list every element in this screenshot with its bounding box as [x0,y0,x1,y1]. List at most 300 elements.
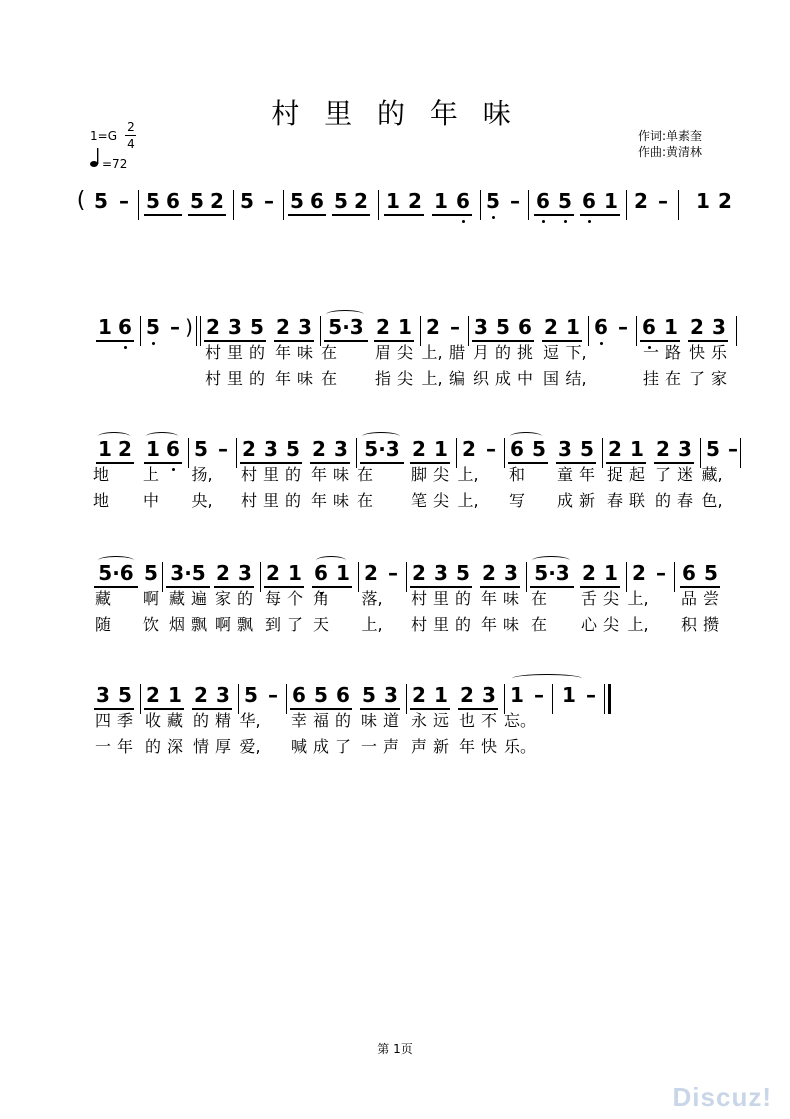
lyric: 的 [236,589,253,608]
lyric: 味 [360,711,377,730]
bar-line [358,562,359,592]
quarter-note-icon [90,146,102,172]
beam [312,586,352,588]
lyric: 遍 [190,589,207,608]
bar-line [200,316,201,346]
beam [374,340,414,342]
note: 5 [704,561,718,585]
bar-line [406,562,407,592]
note: 3 [384,683,398,707]
bar-line [468,316,469,346]
note: 2 [632,561,646,585]
note: 1 [336,561,350,585]
note: 2 [426,315,440,339]
note: 2 [462,437,476,461]
lyric: 一 [94,737,111,756]
watermark-logo: Discuz! [672,1082,772,1112]
note: 1 [434,683,448,707]
lyric: 尖 [432,465,449,484]
lyric: 快 [480,737,497,756]
bar-line [378,190,379,220]
note: 1 [630,437,644,461]
lyric: 年 [578,465,595,484]
note: – [658,189,668,213]
beam [458,708,498,710]
note: 3 [678,437,692,461]
note: 6 [536,189,550,213]
beam [410,708,450,710]
lyric: 饮 [142,615,159,634]
lyric: 新 [432,737,449,756]
beam [332,214,370,216]
note: 5·3 [328,315,364,339]
time-signature-rule [125,135,136,136]
bar-line [420,316,421,346]
lyric: 挑 [516,343,533,362]
lyric: 的 [454,615,471,634]
lyric: 在 [356,465,373,484]
score-system-4 [0,562,790,642]
lyric: 成 [312,737,329,756]
note: – [218,437,228,461]
bar-line [140,684,141,714]
beam [192,708,232,710]
note: 5 [558,189,572,213]
lyric: 上, [361,615,383,634]
bar-line [238,684,239,714]
beam [324,340,368,342]
lyric: 的 [192,711,209,730]
beam [654,462,694,464]
lyric: 央, [191,491,213,510]
bar-line [740,438,741,468]
beam [480,586,520,588]
note: – [618,315,628,339]
lyric: 爱, [239,737,261,756]
note: 1 [168,683,182,707]
lyric: 忘。 [504,711,537,730]
lyric: 里 [262,491,279,510]
note: – [119,189,129,213]
note: 5 [706,437,720,461]
bar-line [674,562,675,592]
lyric: 写 [508,491,525,510]
lyric: 色, [701,491,723,510]
bar-line [283,190,284,220]
final-bar-line-thin [604,684,605,714]
lyric: 飘 [236,615,253,634]
lyric: 捉 [606,465,623,484]
beam [214,586,254,588]
lyric: 角 [312,589,329,608]
final-bar-line-thick [608,684,611,714]
lyric: 味 [296,343,313,362]
lyric: 心 [580,615,597,634]
lyric: 尖 [396,343,413,362]
lyric: 春 [676,491,693,510]
beam [472,340,534,342]
lyric: 味 [502,615,519,634]
bar-line [626,190,627,220]
lyric: 尖 [602,615,619,634]
lyric: 眉 [374,343,391,362]
page-number: 第 1页 [377,1042,413,1056]
lyric: 的 [454,589,471,608]
note: 2 [354,189,368,213]
beam [288,214,326,216]
note: 3 [558,437,572,461]
note: – [656,561,666,585]
note: 2 [412,561,426,585]
lyric: 到 [264,615,281,634]
lyric: 扬, [191,465,213,484]
note: 1 [288,561,302,585]
beam [688,340,728,342]
lyric: 的 [494,343,511,362]
bar-line [140,316,141,346]
lyric: 不 [480,711,497,730]
beam [310,462,350,464]
note: 2 [312,437,326,461]
lyric: 藏 [94,589,111,608]
lyric: 春 [606,491,623,510]
note: – [728,437,738,461]
beam [94,708,134,710]
lyric: 村 [410,615,427,634]
note: 5·3 [364,437,400,461]
lyric: 指 [374,369,391,388]
note: 6 [310,189,324,213]
note: – [388,561,398,585]
note: 3 [264,437,278,461]
note: 2 [656,437,670,461]
beam [606,462,646,464]
note: 5 [580,437,594,461]
lyric: 积 [680,615,697,634]
note: 2 [364,561,378,585]
note: 2 [460,683,474,707]
lyric: 快 [688,343,705,362]
lyric: 攒 [702,615,719,634]
lyric: 里 [432,589,449,608]
lyric: 下, [565,343,587,362]
beam [508,462,548,464]
low-octave-dot [152,342,155,345]
note: 2 [412,437,426,461]
note: 1 [398,315,412,339]
lyric: 收 [144,711,161,730]
lyric: 里 [432,615,449,634]
beam [96,462,134,464]
lyric: 在 [664,369,681,388]
lyric: 中 [142,491,159,510]
beam [96,340,134,342]
lyric: 和 [508,465,525,484]
bar-line [320,316,321,346]
lyric: 一 [360,737,377,756]
note: – [510,189,520,213]
lyric: 起 [628,465,645,484]
note: 6 [292,683,306,707]
lyric: 味 [502,589,519,608]
bar-line [162,562,163,592]
note: 5 [362,683,376,707]
lyric: 成 [494,369,511,388]
note: 5 [118,683,132,707]
note: 2 [582,561,596,585]
low-octave-dot [462,220,465,223]
bar-line [456,438,457,468]
note: 2 [718,189,732,213]
note: 5·3 [534,561,570,585]
lyric: 中 [516,369,533,388]
low-octave-dot [492,216,495,219]
lyric: 啊 [214,615,231,634]
lyric: 天 [312,615,329,634]
note: 3 [216,683,230,707]
beam [144,214,182,216]
note: 2 [482,561,496,585]
lyric: 年 [310,465,327,484]
beam [556,462,596,464]
note: 5 [314,683,328,707]
lyric: 乐 [710,343,727,362]
lyric: 新 [578,491,595,510]
lyric: 厚 [214,737,231,756]
note: 2 [634,189,648,213]
score-system-2 [0,316,790,396]
lyric: 腊 [448,343,465,362]
bar-line [588,316,589,346]
note: 6 [582,189,596,213]
note: 2 [146,683,160,707]
tempo-value: =72 [102,157,128,171]
beam [680,586,720,588]
note: 5 [190,189,204,213]
lyric: 尖 [432,491,449,510]
lyric: 情 [192,737,209,756]
bar-line [504,684,505,714]
note: 1 [562,683,576,707]
lyricist-credit: 作词:单素奎 [638,129,703,143]
bar-line [236,438,237,468]
lyric: 的 [284,465,301,484]
bar-line [528,190,529,220]
note: 2 [266,561,280,585]
bar-line [138,190,139,220]
note: 5 [244,683,258,707]
lyric: 季 [116,711,133,730]
lyric: 了 [286,615,303,634]
lyric: 里 [226,369,243,388]
lyric: 上, [627,589,649,608]
beam [264,586,304,588]
score-system-5 [0,684,790,764]
lyric: 年 [274,369,291,388]
lyric: 逗 [542,343,559,362]
note: 2 [194,683,208,707]
note: 5 [334,189,348,213]
note: 6 [594,315,608,339]
note: 1 [98,437,112,461]
note: 2 [544,315,558,339]
lyric: 织 [472,369,489,388]
note: – [170,315,180,339]
lyric: 月 [472,343,489,362]
lyric: 随 [94,615,111,634]
lyric: 联 [628,491,645,510]
note: 3 [228,315,242,339]
lyric: 在 [320,369,337,388]
lyric: 乐。 [504,737,537,756]
lyric: 年 [310,491,327,510]
lyric: 村 [240,465,257,484]
lyric: 远 [432,711,449,730]
key-signature: 1=G [90,129,117,143]
lyric: 里 [226,343,243,362]
open-parenthesis: ( [76,188,86,213]
lyric: 村 [240,491,257,510]
lyric: 的 [334,711,351,730]
lyric: 了 [688,369,705,388]
note: 3 [334,437,348,461]
lyric: 挂 [642,369,659,388]
bar-line [286,684,287,714]
lyric: 四 [94,711,111,730]
lyric: 上, [421,343,443,362]
beam [204,340,266,342]
beam [432,214,472,216]
lyric: 啊 [142,589,159,608]
note: 5 [240,189,254,213]
note: 6 [314,561,328,585]
bar-line [736,316,737,346]
note: 5 [290,189,304,213]
lyric: 地 [92,465,109,484]
note: 3 [712,315,726,339]
lyric: 味 [296,369,313,388]
beam [580,214,620,216]
note: 1 [696,189,710,213]
beam [166,586,210,588]
note: 5 [144,561,158,585]
beam [360,708,400,710]
bar-line [636,316,637,346]
note: 2 [412,683,426,707]
lyric: 笔 [410,491,427,510]
low-octave-dot [124,346,127,349]
lyric: 尖 [396,369,413,388]
note: 1 [434,189,448,213]
lyric: 路 [664,343,681,362]
beam [410,586,472,588]
lyric: 福 [312,711,329,730]
note: 5 [250,315,264,339]
lyric: 家 [710,369,727,388]
lyric: 深 [166,737,183,756]
note: 3 [434,561,448,585]
note: 5·6 [98,561,134,585]
lyric: 年 [480,589,497,608]
bar-line [196,316,197,346]
note: 3 [96,683,110,707]
lyric: 在 [320,343,337,362]
low-octave-dot [564,220,567,223]
lyric: 年 [274,343,291,362]
bar-line [188,438,189,468]
lyric: 华, [239,711,261,730]
note: 2 [276,315,290,339]
lyric: 一 [642,343,659,362]
lyric: 在 [530,615,547,634]
note: 2 [216,561,230,585]
note: 1 [386,189,400,213]
bar-line [480,190,481,220]
bar-line [526,562,527,592]
lyric: 品 [680,589,697,608]
lyric: 在 [356,491,373,510]
beam [534,214,574,216]
beam [640,340,680,342]
beam [188,214,226,216]
note: 6 [336,683,350,707]
bar-line [356,438,357,468]
note: 2 [118,437,132,461]
tie [512,674,582,683]
note: 5 [286,437,300,461]
note: 1 [604,189,618,213]
beam [144,708,184,710]
lyric: 国 [542,369,559,388]
note: 6 [456,189,470,213]
lyric: 道 [382,711,399,730]
close-parenthesis: ) [185,315,193,339]
lyric: 的 [144,737,161,756]
lyric: 上, [421,369,443,388]
note: – [450,315,460,339]
note: 5 [146,189,160,213]
lyric: 也 [458,711,475,730]
note: – [486,437,496,461]
beam [384,214,424,216]
note: 2 [376,315,390,339]
lyric: 了 [334,737,351,756]
lyric: 的 [248,369,265,388]
note: 1 [434,437,448,461]
lyric: 飘 [190,615,207,634]
time-signature-denominator: 4 [127,137,135,151]
lyric: 年 [480,615,497,634]
lyric: 藏 [168,589,185,608]
lyric: 烟 [168,615,185,634]
song-title: 村 里 的 年 味 [271,97,519,130]
note: 6 [642,315,656,339]
beam [542,340,582,342]
beam [274,340,314,342]
note: 2 [408,189,422,213]
lyric: 藏 [166,711,183,730]
note: 1 [604,561,618,585]
lyric: 地 [92,491,109,510]
lyric: 落, [361,589,383,608]
lyric: 上, [457,465,479,484]
lyric: 编 [448,369,465,388]
lyric: 味 [332,465,349,484]
note: 5 [456,561,470,585]
bar-line [700,438,701,468]
bar-line [552,684,553,714]
lyric: 幸 [290,711,307,730]
